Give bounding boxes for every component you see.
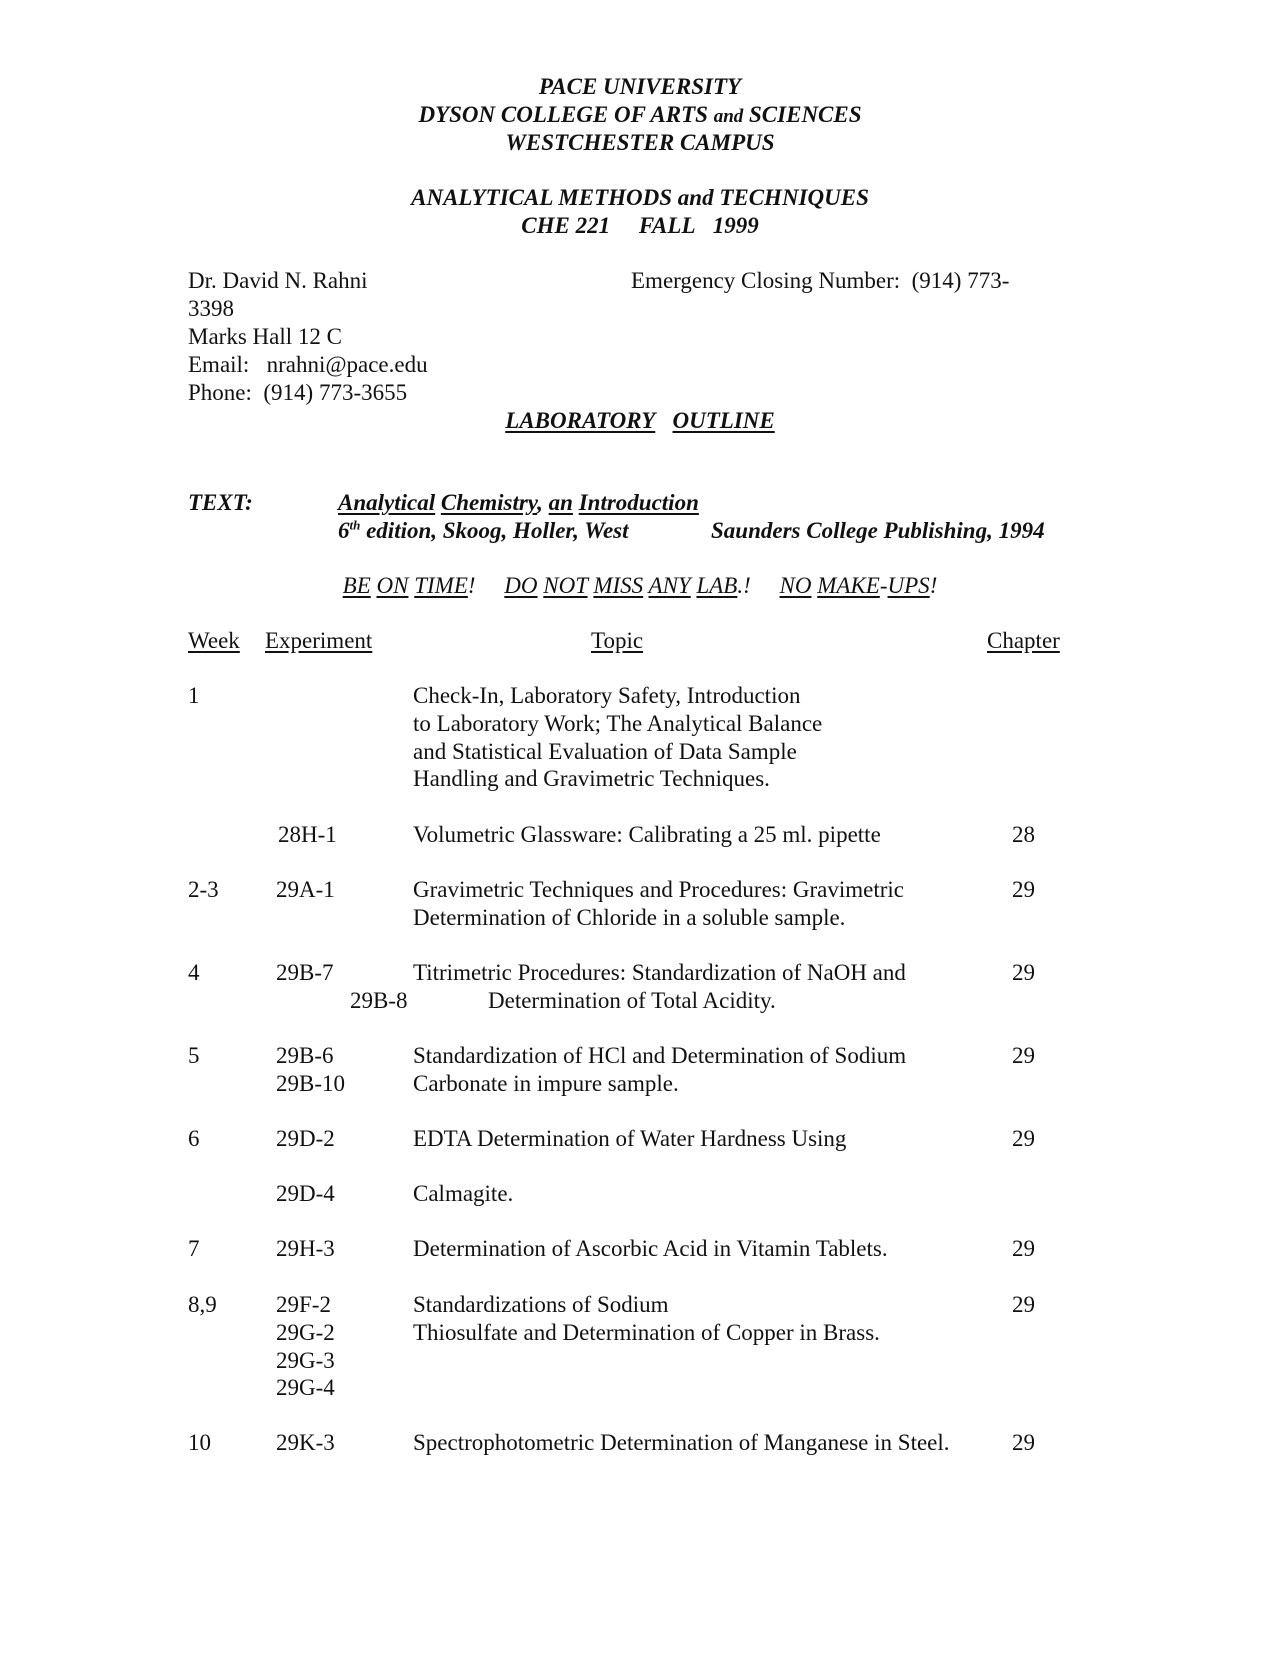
table-row-experiment: 29D-4	[276, 1181, 335, 1206]
table-row-chapter: 28	[1012, 822, 1035, 847]
emergency-number-continued: 3398	[188, 296, 234, 321]
table-row-chapter: 29	[1012, 1292, 1035, 1317]
table-row-experiment: 29F-2	[276, 1292, 331, 1317]
attendance-rules: BE ON TIME! DO NOT MISS ANY LAB.! NO MAKE-UPS!	[342, 573, 938, 598]
header-week: Week	[188, 628, 240, 653]
table-row-experiment: 29K-3	[276, 1430, 335, 1455]
table-row-week: 4	[188, 960, 200, 985]
table-row-week: 5	[188, 1043, 200, 1068]
table-row-week: 1	[188, 683, 200, 708]
table-row-experiment: 29G-4	[276, 1375, 335, 1400]
email-link: nrahni@pace.edu	[266, 352, 428, 377]
table-row-topic: and Statistical Evaluation of Data Sample	[413, 739, 797, 764]
textbook-edition: 6th edition, Skoog, Holler, West	[338, 517, 629, 543]
course-term: CHE 221 FALL 1999	[521, 213, 759, 238]
table-row-topic: Standardization of HCl and Determination of Sodium	[413, 1043, 907, 1068]
table-row-week: 10	[188, 1430, 211, 1455]
table-row-experiment: 29A-1	[276, 877, 335, 902]
instructor-name: Dr. David N. Rahni	[188, 268, 368, 293]
table-row-topic: Carbonate in impure sample.	[413, 1071, 679, 1096]
table-row-topic: Titrimetric Procedures: Standardization of NaOH and	[413, 960, 906, 985]
header-topic: Topic	[591, 628, 644, 653]
table-row-week: 6	[188, 1126, 200, 1151]
table-row-experiment: 29B-7	[276, 960, 334, 985]
email-line: Email: nrahni@pace.edu	[188, 352, 428, 377]
table-row-topic: Gravimetric Techniques and Procedures: Gravimetric	[413, 877, 905, 902]
laboratory-outline-heading: LABORATORY OUTLINE	[505, 408, 775, 433]
table-row-chapter: 29	[1012, 960, 1035, 985]
table-row-experiment: 28H-1	[278, 822, 337, 847]
table-row-experiment: 29G-3	[276, 1348, 335, 1373]
campus-name: WESTCHESTER CAMPUS	[505, 130, 775, 155]
university-name: PACE UNIVERSITY	[538, 74, 742, 99]
textbook-title: Analytical Chemistry, an Introduction	[338, 490, 699, 515]
table-row-chapter: 29	[1012, 877, 1035, 902]
emergency-closing: Emergency Closing Number: (914) 773-	[631, 268, 1010, 293]
college-name: DYSON COLLEGE OF ARTS and SCIENCES	[418, 102, 862, 127]
table-row-topic: Thiosulfate and Determination of Copper in Brass.	[413, 1320, 880, 1345]
table-row-topic: Determination of Ascorbic Acid in Vitamin Tablets.	[413, 1236, 888, 1261]
table-row-experiment: 29D-2	[276, 1126, 335, 1151]
table-row-chapter: 29	[1012, 1236, 1035, 1261]
table-row-experiment: 29B-6	[276, 1043, 334, 1068]
header-chapter: Chapter	[987, 628, 1060, 653]
table-row-week: 8,9	[188, 1292, 217, 1317]
table-row-topic: Volumetric Glassware: Calibrating a 25 ml. pipette	[413, 822, 881, 847]
table-row-topic: EDTA Determination of Water Hardness Using	[413, 1126, 847, 1151]
table-row-topic: Standardizations of Sodium	[413, 1292, 669, 1317]
table-row-topic: Check-In, Laboratory Safety, Introduction	[413, 683, 801, 708]
table-row-topic: Determination of Chloride in a soluble sample.	[413, 905, 846, 930]
table-row-topic: Determination of Total Acidity.	[488, 988, 776, 1013]
table-row-experiment: 29B-10	[276, 1071, 345, 1096]
table-row-experiment: 29B-8	[350, 988, 408, 1013]
text-label: TEXT:	[188, 490, 253, 515]
table-row-topic: Spectrophotometric Determination of Manganese in Steel.	[413, 1430, 950, 1455]
table-row-topic: Calmagite.	[413, 1181, 514, 1206]
table-row-topic: Handling and Gravimetric Techniques.	[413, 766, 770, 791]
table-row-chapter: 29	[1012, 1043, 1035, 1068]
textbook-publisher: Saunders College Publishing, 1994	[711, 518, 1045, 543]
header-experiment: Experiment	[265, 628, 373, 653]
table-row-topic: to Laboratory Work; The Analytical Balance	[413, 711, 823, 736]
table-row-chapter: 29	[1012, 1430, 1035, 1455]
table-row-chapter: 29	[1012, 1126, 1035, 1151]
office-location: Marks Hall 12 C	[188, 324, 342, 349]
table-row-experiment: 29G-2	[276, 1320, 335, 1345]
table-row-week: 2-3	[188, 877, 219, 902]
phone-line: Phone: (914) 773-3655	[188, 380, 408, 405]
course-title: ANALYTICAL METHODS and TECHNIQUES	[411, 185, 869, 210]
table-row-experiment: 29H-3	[276, 1236, 335, 1261]
table-row-week: 7	[188, 1236, 200, 1261]
